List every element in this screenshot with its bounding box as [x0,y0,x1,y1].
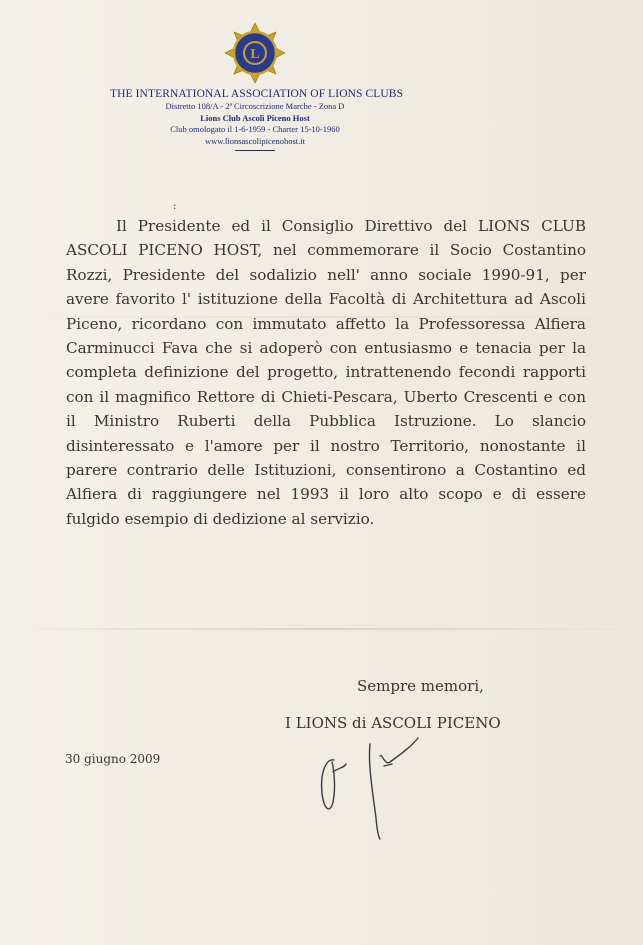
closing-signatory: I LIONS di ASCOLI PICENO [285,714,501,732]
organization-name: THE INTERNATIONAL ASSOCIATION OF LIONS CLUBS [110,88,404,100]
handwritten-signature [300,718,440,843]
header-rule [235,150,275,151]
letter-date: 30 giugno 2009 [65,752,161,766]
paper-fold [0,628,643,630]
lions-logo-icon [224,22,286,84]
approval-line: Club omologato il 1-6-1959 - Charter 15-10-1960 [170,124,340,134]
margin-marker: : [173,201,177,212]
closing-salutation: Sempre memori, [357,677,484,695]
logo-letter: L [250,47,260,62]
website-line: www.lionsascolipicenohost.it [204,135,306,146]
letterhead [110,22,404,151]
letter-body: Il Presidente ed il Consiglio Direttivo del LIONS CLUB ASCOLI PICENO HOST, nel commemorare il Socio Costantino Rozzi, Presidente del sodalizio nell' anno sociale 1990-91, per avere favorito l' istituzione della Facoltà di Architettura ad Ascoli Piceno, ricordano con immutato affetto la Professoressa Alfiera Carminucci Fava che si adoperò con entusiasmo e tenacia per la completa definizione del progetto, intrattenendo fecondi rapporti con il magnifico Rettore di Chieti-Pescara, Uberto Crescenti e con il Ministro Ruberti della Pubblica Istruzione. Lo slancio disinteressato e l'amore per il nostro Territorio, nonostante il parere contrario delle Istituzioni, consentirono a Costantino ed Alfiera di raggiungere nel 1993 il loro alto scopo e di essere fulgido esempio di dedizione al servizio. [66,217,586,528]
club-name: Lions Club Ascoli Piceno Host [200,112,310,123]
district-line: Distretto 108/A - 2ª Circoscrizione Marche - Zona D [165,101,345,111]
